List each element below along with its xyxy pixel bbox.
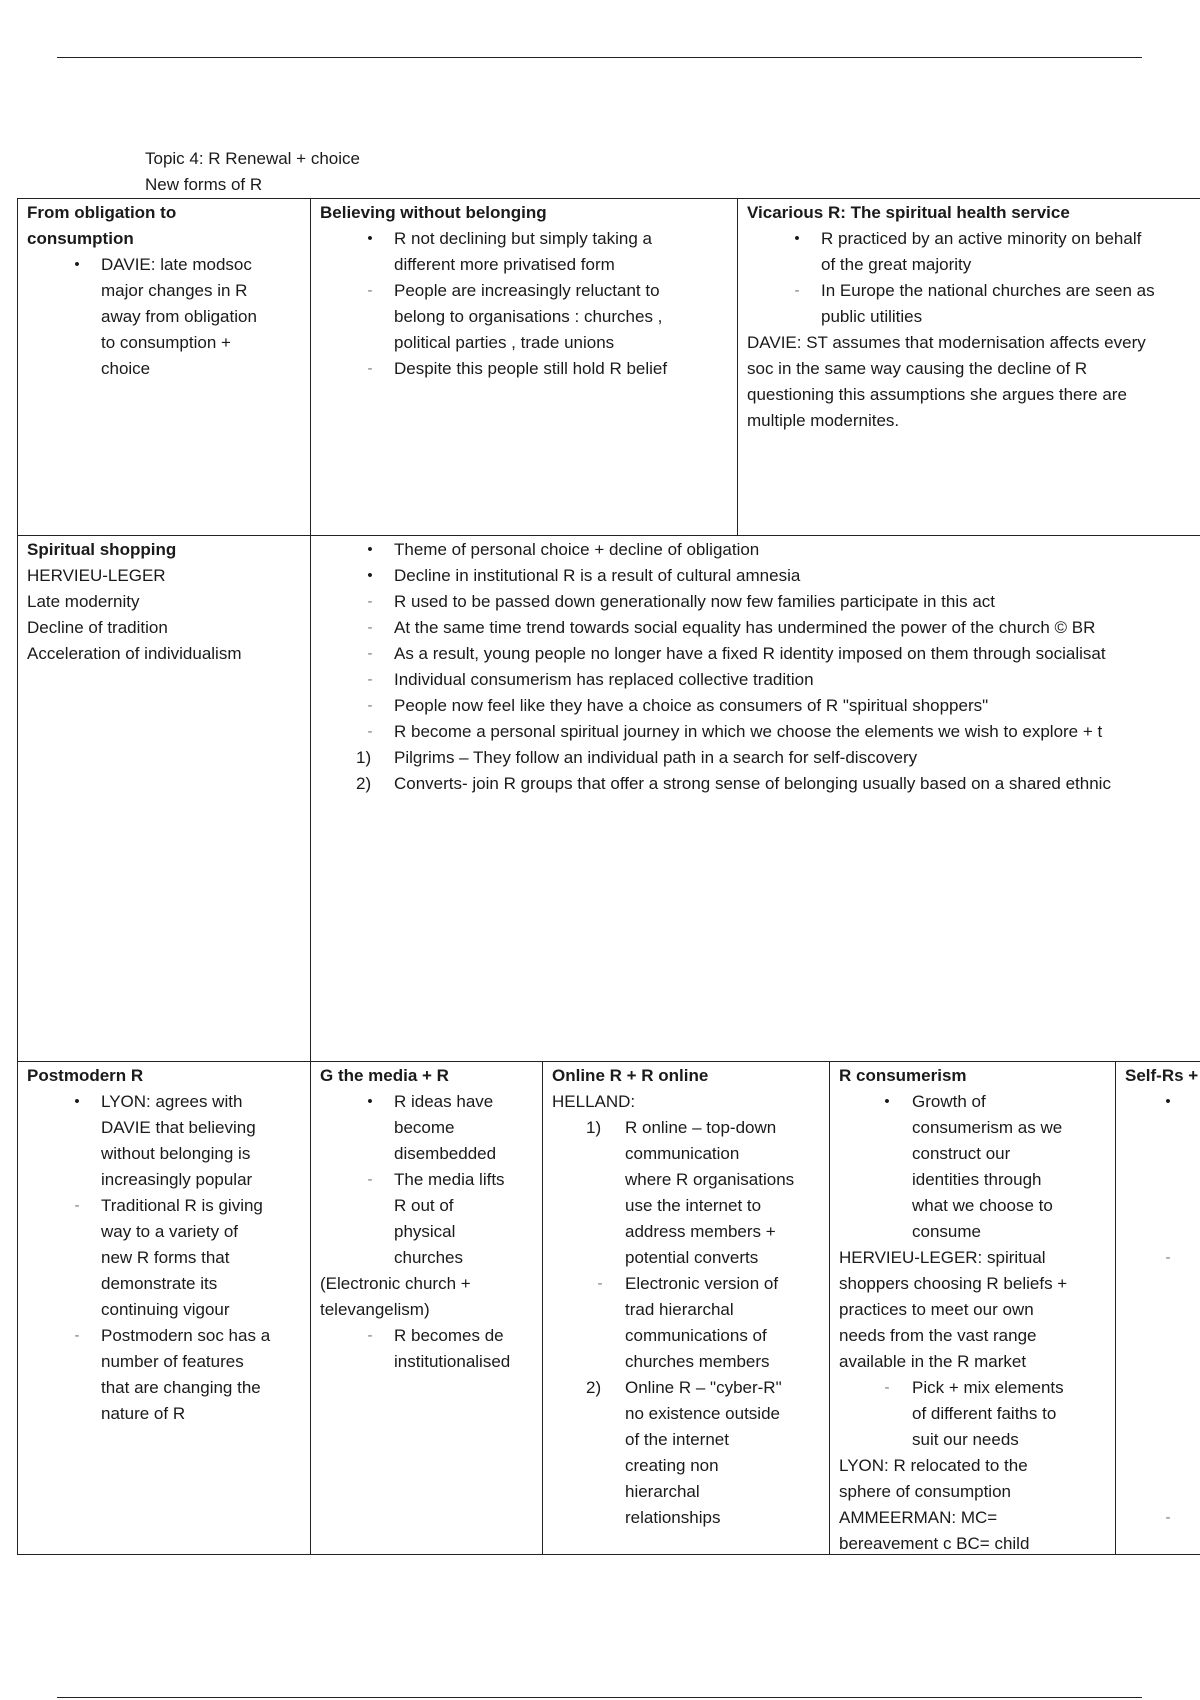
list-item-continuation xyxy=(27,304,302,330)
list-item-continuation xyxy=(839,1141,1107,1167)
list-item-continuation xyxy=(320,252,729,278)
list-item-text: where R organisations xyxy=(625,1170,795,1189)
list-marker: - xyxy=(367,360,373,377)
list-item xyxy=(320,589,1192,615)
list-item-text: what we choose to xyxy=(912,1196,1053,1215)
list-item-continuation xyxy=(320,1219,534,1245)
list-item xyxy=(747,278,1192,304)
list-item xyxy=(320,693,1192,719)
cell-title: Self-Rs + xyxy=(1125,1066,1199,1085)
paragraph-line: needs from the vast range xyxy=(839,1326,1037,1345)
list-item-text: increasingly popular xyxy=(101,1170,253,1189)
cell-title: Spiritual shopping xyxy=(27,540,177,559)
list-item xyxy=(320,1089,534,1115)
list-marker: • xyxy=(367,230,373,247)
paragraph-line: practices to meet our own xyxy=(839,1300,1034,1319)
list-item-text: hierarchal xyxy=(625,1482,700,1501)
list-item-continuation xyxy=(27,1219,302,1245)
list-item xyxy=(320,641,1192,667)
list-item-continuation xyxy=(27,1115,302,1141)
list-item xyxy=(27,252,302,278)
cell-title-cont: consumption xyxy=(27,229,134,248)
list-item-continuation xyxy=(27,1297,302,1323)
list-item-continuation xyxy=(552,1427,821,1453)
paragraph-line: Decline of tradition xyxy=(27,618,168,637)
list-item-continuation xyxy=(839,1427,1107,1453)
list-item-text: Traditional R is giving xyxy=(101,1196,263,1215)
list-item-text: trad hierarchal xyxy=(625,1300,734,1319)
cell-postmodern xyxy=(17,1061,310,1555)
list-item-text: At the same time trend towards social equality has undermined the power of the church © BR xyxy=(394,618,1096,637)
list-item xyxy=(552,1115,821,1141)
list-item-continuation xyxy=(839,1219,1107,1245)
paragraph-line: HERVIEU-LEGER: spiritual xyxy=(839,1248,1046,1267)
list-item-text: Online R – "cyber-R" xyxy=(625,1378,782,1397)
list-item xyxy=(320,667,1192,693)
list-item-text: major changes in R xyxy=(101,281,248,300)
list-item-text: People are increasingly reluctant to xyxy=(394,281,660,300)
list-item-text: R not declining but simply taking a xyxy=(394,229,652,248)
list-item-text: Despite this people still hold R belief xyxy=(394,359,668,378)
cell-title: G the media + R xyxy=(320,1066,449,1085)
cell-paragraph xyxy=(320,1271,534,1323)
list-item-text: Growth of xyxy=(912,1092,986,1111)
list-item xyxy=(320,719,1192,745)
list-item-text: communication xyxy=(625,1144,740,1163)
list-marker: • xyxy=(74,1093,80,1110)
list-item-text: People now feel like they have a choice as consumers of R "spiritual shoppers" xyxy=(394,696,989,715)
bullet-list xyxy=(320,226,729,382)
list-item-continuation xyxy=(27,330,302,356)
list-item-continuation xyxy=(320,304,729,330)
list-item xyxy=(320,1167,534,1193)
bullet-list xyxy=(747,226,1192,330)
list-item-text: way to a variety of xyxy=(101,1222,239,1241)
numbered-list xyxy=(552,1115,821,1271)
list-item-text: new R forms that xyxy=(101,1248,230,1267)
list-item-text: consumerism as we xyxy=(912,1118,1063,1137)
cell-paragraph xyxy=(839,1453,1107,1555)
cell-self-religions xyxy=(1115,1061,1200,1555)
list-item xyxy=(27,1323,302,1349)
list-item xyxy=(320,1323,534,1349)
list-item xyxy=(320,745,1192,771)
paragraph-line: LYON: R relocated to the xyxy=(839,1456,1028,1475)
list-item xyxy=(320,356,729,382)
list-item xyxy=(747,226,1192,252)
list-item-text: In Europe the national churches are seen as xyxy=(821,281,1155,300)
cell-paragraph xyxy=(839,1245,1107,1375)
list-item-continuation xyxy=(320,1349,534,1375)
bullet-list xyxy=(320,537,1192,797)
list-item-continuation xyxy=(27,356,302,382)
paragraph-line: shoppers choosing R beliefs + xyxy=(839,1274,1068,1293)
list-marker: - xyxy=(597,1275,603,1292)
list-item-text: R ideas have xyxy=(394,1092,494,1111)
list-item-text: belong to organisations : churches , xyxy=(394,307,663,326)
list-item-continuation xyxy=(839,1167,1107,1193)
cell-believing xyxy=(310,198,737,536)
list-item-continuation xyxy=(27,1375,302,1401)
list-item-text: churches xyxy=(394,1248,463,1267)
list-item-text: The media lifts xyxy=(394,1170,505,1189)
list-marker: 2) xyxy=(356,774,372,793)
list-item xyxy=(320,615,1192,641)
list-item-continuation xyxy=(552,1245,821,1271)
cell-media xyxy=(310,1061,542,1555)
list-marker: 1) xyxy=(356,748,372,767)
paragraph-line: AMMEERMAN: MC= xyxy=(839,1508,998,1527)
list-item-continuation xyxy=(27,1141,302,1167)
list-marker: • xyxy=(367,1093,373,1110)
top-rule xyxy=(57,57,1142,58)
list-marker: - xyxy=(367,671,373,688)
cell-paragraph xyxy=(747,330,1192,434)
list-item xyxy=(320,226,729,252)
list-item-continuation xyxy=(552,1167,821,1193)
list-item-continuation xyxy=(839,1401,1107,1427)
list-item-text: to consumption + xyxy=(101,333,231,352)
list-item xyxy=(839,1089,1107,1115)
list-marker: 1) xyxy=(586,1118,602,1137)
list-item-continuation xyxy=(552,1505,821,1531)
cell-paragraph xyxy=(27,563,302,667)
list-item-text: DAVIE: late modsoc xyxy=(101,255,252,274)
list-item-text: different more privatised form xyxy=(394,255,615,274)
list-item-text: demonstrate its xyxy=(101,1274,218,1293)
list-item-continuation xyxy=(552,1453,821,1479)
bullet-list xyxy=(320,1089,534,1271)
paragraph-line: soc in the same way causing the decline of R xyxy=(747,359,1088,378)
topic-title: Topic 4: R Renewal + choice xyxy=(145,149,360,168)
bullet-marker: • xyxy=(1165,1093,1171,1110)
list-item-text: relationships xyxy=(625,1508,721,1527)
list-item-text: become xyxy=(394,1118,455,1137)
list-marker: - xyxy=(367,723,373,740)
bullet-list xyxy=(27,1089,302,1427)
list-item-text: away from obligation xyxy=(101,307,257,326)
topic-subtitle: New forms of R xyxy=(145,175,263,194)
list-marker: - xyxy=(367,619,373,636)
list-item-continuation xyxy=(27,1271,302,1297)
cell-intro: HELLAND: xyxy=(552,1092,636,1111)
list-item-continuation xyxy=(552,1323,821,1349)
bullet-list xyxy=(320,1323,534,1375)
cell-online xyxy=(542,1061,829,1555)
list-item-text: As a result, young people no longer have a fixed R identity imposed on them through socialisat xyxy=(394,644,1106,663)
list-item-text: identities through xyxy=(912,1170,1042,1189)
list-item-continuation xyxy=(552,1141,821,1167)
list-item xyxy=(320,278,729,304)
list-marker: • xyxy=(794,230,800,247)
cell-title: From obligation to xyxy=(27,203,177,222)
list-marker: - xyxy=(884,1379,890,1396)
list-item-text: choice xyxy=(101,359,151,378)
list-item-text: Pilgrims – They follow an individual path in a search for self-discovery xyxy=(394,748,918,767)
list-item-continuation xyxy=(839,1193,1107,1219)
list-item-continuation xyxy=(552,1479,821,1505)
list-item-continuation xyxy=(27,1401,302,1427)
list-item-continuation xyxy=(27,278,302,304)
list-item-text: of the great majority xyxy=(821,255,972,274)
list-item-continuation xyxy=(320,1141,534,1167)
list-item-text: continuing vigour xyxy=(101,1300,230,1319)
list-item-text: of the internet xyxy=(625,1430,729,1449)
list-item-text: R practiced by an active minority on behalf xyxy=(821,229,1142,248)
list-item-text: R used to be passed down generationally now few families participate in this act xyxy=(394,592,996,611)
list-marker: • xyxy=(884,1093,890,1110)
page-heading xyxy=(145,146,360,198)
list-item-continuation xyxy=(747,304,1192,330)
list-item xyxy=(320,537,1192,563)
list-item-text: public utilities xyxy=(821,307,923,326)
list-marker: - xyxy=(367,282,373,299)
list-item-continuation xyxy=(552,1193,821,1219)
list-item-text: LYON: agrees with xyxy=(101,1092,243,1111)
cell-obligation xyxy=(17,198,310,536)
list-marker: • xyxy=(74,256,80,273)
list-item xyxy=(27,1193,302,1219)
list-item xyxy=(320,563,1192,589)
list-item-text: Converts- join R groups that offer a strong sense of belonging usually based on a shared ethnic xyxy=(394,774,1111,793)
list-item-continuation xyxy=(839,1115,1107,1141)
numbered-list xyxy=(552,1375,821,1531)
list-item-continuation xyxy=(320,1193,534,1219)
list-item-text: creating non xyxy=(625,1456,719,1475)
dash-marker: - xyxy=(1165,1249,1171,1266)
list-item-text: R become a personal spiritual journey in which we choose the elements we wish to explore + t xyxy=(394,722,1103,741)
cell-consumerism xyxy=(829,1061,1115,1555)
dash-marker: - xyxy=(1165,1509,1171,1526)
paragraph-line: Late modernity xyxy=(27,592,140,611)
list-item-text: churches members xyxy=(625,1352,770,1371)
list-item-text: Individual consumerism has replaced collective tradition xyxy=(394,670,814,689)
list-item-text: political parties , trade unions xyxy=(394,333,615,352)
bottom-rule xyxy=(57,1697,1142,1698)
cell-spiritual-shopping xyxy=(17,535,310,1062)
cell-title: Believing without belonging xyxy=(320,203,547,222)
cell-title: Postmodern R xyxy=(27,1066,144,1085)
list-marker: 2) xyxy=(586,1378,602,1397)
list-item-text: Pick + mix elements xyxy=(912,1378,1064,1397)
list-marker: - xyxy=(367,645,373,662)
list-item-continuation xyxy=(320,1115,534,1141)
bullet-list xyxy=(839,1375,1107,1453)
list-item-text: consume xyxy=(912,1222,981,1241)
list-item-text: number of features xyxy=(101,1352,244,1371)
list-item xyxy=(320,771,1192,797)
paragraph-line: questioning this assumptions she argues there are xyxy=(747,385,1127,404)
list-item-text: no existence outside xyxy=(625,1404,780,1423)
list-item-text: without belonging is xyxy=(101,1144,251,1163)
list-item-continuation xyxy=(320,330,729,356)
paragraph-line: televangelism) xyxy=(320,1300,430,1319)
list-item xyxy=(552,1375,821,1401)
list-item-continuation xyxy=(320,1245,534,1271)
paragraph-line: bereavement c BC= child xyxy=(839,1534,1030,1553)
list-item-text: Theme of personal choice + decline of obligation xyxy=(394,540,760,559)
list-item-continuation xyxy=(747,252,1192,278)
list-item-text: physical xyxy=(394,1222,456,1241)
list-marker: • xyxy=(367,567,373,584)
list-item-text: nature of R xyxy=(101,1404,186,1423)
bullet-list xyxy=(552,1271,821,1375)
list-marker: - xyxy=(794,282,800,299)
paragraph-line: Acceleration of individualism xyxy=(27,644,242,663)
list-item-text: R online – top-down xyxy=(625,1118,777,1137)
list-item-continuation xyxy=(552,1401,821,1427)
list-item-text: use the internet to xyxy=(625,1196,762,1215)
list-item-text: address members + xyxy=(625,1222,776,1241)
list-item-text: Postmodern soc has a xyxy=(101,1326,271,1345)
list-marker: - xyxy=(74,1327,80,1344)
cell-title: Online R + R online xyxy=(552,1066,709,1085)
list-marker: - xyxy=(367,1327,373,1344)
paragraph-line: (Electronic church + xyxy=(320,1274,471,1293)
list-item xyxy=(839,1375,1107,1401)
list-item-text: institutionalised xyxy=(394,1352,511,1371)
list-item-text: suit our needs xyxy=(912,1430,1019,1449)
paragraph-line: multiple modernites. xyxy=(747,411,900,430)
paragraph-line: HERVIEU-LEGER xyxy=(27,566,166,585)
list-item-text: potential converts xyxy=(625,1248,759,1267)
bullet-list xyxy=(27,252,302,382)
list-item xyxy=(27,1089,302,1115)
list-item-text: DAVIE that believing xyxy=(101,1118,256,1137)
cell-title: Vicarious R: The spiritual health service xyxy=(747,203,1070,222)
list-item-text: communications of xyxy=(625,1326,767,1345)
list-marker: - xyxy=(367,1171,373,1188)
list-item-text: R out of xyxy=(394,1196,454,1215)
list-marker: • xyxy=(367,541,373,558)
list-marker: - xyxy=(367,697,373,714)
list-item-continuation xyxy=(552,1297,821,1323)
bullet-list xyxy=(839,1089,1107,1245)
cell-shopping-points xyxy=(310,535,1200,1062)
list-item xyxy=(552,1271,821,1297)
list-item-text: of different faiths to xyxy=(912,1404,1057,1423)
cell-vicarious xyxy=(737,198,1200,536)
list-item-continuation xyxy=(27,1349,302,1375)
cell-title: R consumerism xyxy=(839,1066,967,1085)
list-item-text: that are changing the xyxy=(101,1378,261,1397)
paragraph-line: available in the R market xyxy=(839,1352,1027,1371)
list-item-text: R becomes de xyxy=(394,1326,504,1345)
list-item-text: Decline in institutional R is a result of cultural amnesia xyxy=(394,566,801,585)
list-marker: - xyxy=(74,1197,80,1214)
paragraph-line: sphere of consumption xyxy=(839,1482,1011,1501)
paragraph-line: DAVIE: ST assumes that modernisation affects every xyxy=(747,333,1146,352)
list-item-continuation xyxy=(27,1245,302,1271)
list-item-continuation xyxy=(552,1219,821,1245)
list-item-text: construct our xyxy=(912,1144,1011,1163)
list-item-continuation xyxy=(27,1167,302,1193)
list-item-text: disembedded xyxy=(394,1144,497,1163)
list-marker: - xyxy=(367,593,373,610)
list-item-text: Electronic version of xyxy=(625,1274,779,1293)
list-item-continuation xyxy=(552,1349,821,1375)
